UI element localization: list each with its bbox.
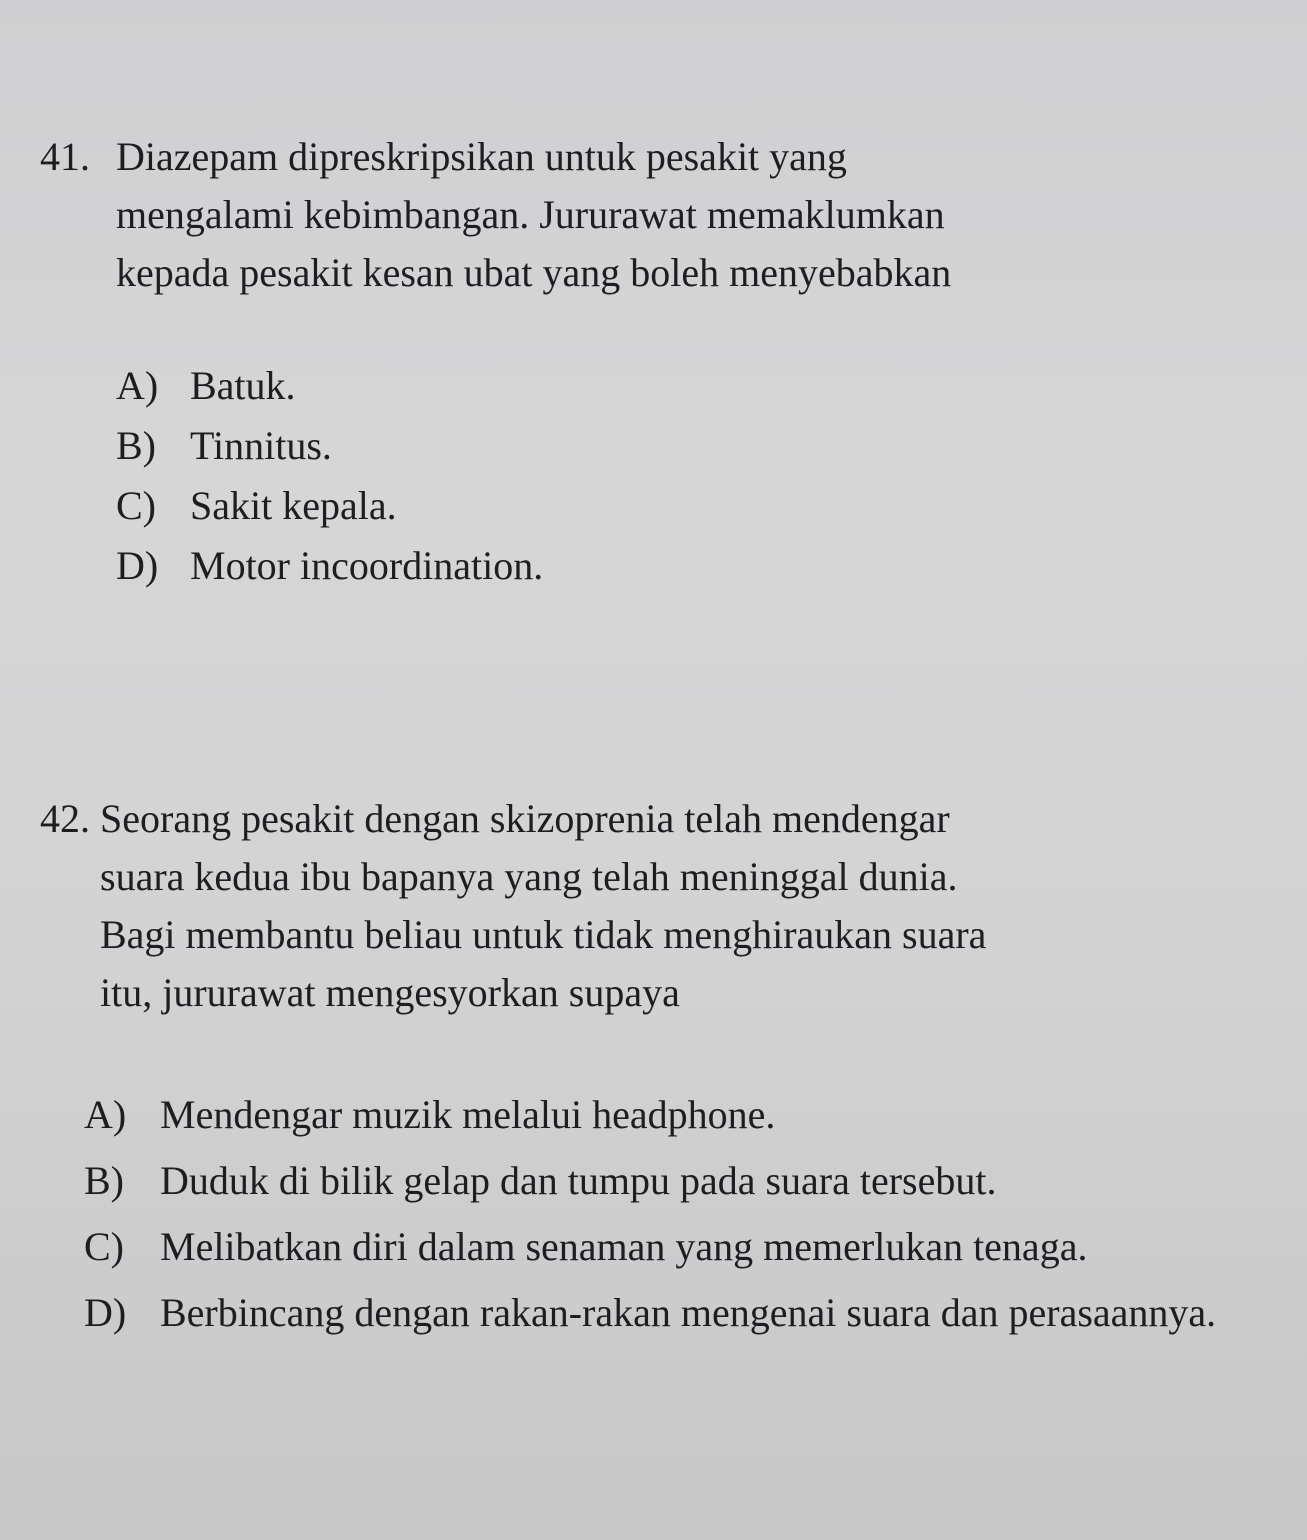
option-text: Berbincang dengan rakan-rakan mengenai suara dan perasaannya. [160, 1290, 1217, 1335]
option-b[interactable] [84, 1148, 1280, 1214]
option-letter: A) [116, 363, 159, 408]
option-text: Tinnitus. [190, 423, 332, 468]
option-letter: D) [84, 1290, 127, 1335]
options-list [116, 356, 1280, 596]
option-c[interactable] [116, 476, 1280, 536]
question-text: Seorang pesakit dengan skizoprenia telah mendengar suara kedua ibu bapanya yang telah meninggal dunia. Bagi membantu beliau untuk tidak menghiraukan suara itu, jururawat mengesyorkan supaya [100, 796, 987, 1015]
option-b[interactable] [116, 416, 1280, 476]
option-text: Mendengar muzik melalui headphone. [160, 1092, 776, 1137]
option-d[interactable] [84, 1280, 1280, 1346]
option-text: Sakit kepala. [190, 483, 397, 528]
options-list [84, 1082, 1280, 1346]
option-letter: D) [116, 543, 159, 588]
option-a[interactable] [116, 356, 1280, 416]
option-letter: C) [116, 483, 156, 528]
option-text: Duduk di bilik gelap dan tumpu pada suara tersebut. [160, 1158, 997, 1203]
option-letter: C) [84, 1224, 124, 1269]
option-letter: B) [116, 423, 156, 468]
question-41 [40, 128, 1280, 596]
question-number: 41. [40, 134, 90, 179]
option-c[interactable] [84, 1214, 1280, 1280]
question-stem [40, 790, 1280, 1022]
question-stem [40, 128, 1280, 302]
question-number: 42. [40, 796, 90, 841]
question-42 [40, 790, 1280, 1346]
option-letter: A) [84, 1092, 127, 1137]
option-d[interactable] [116, 536, 1280, 596]
option-a[interactable] [84, 1082, 1280, 1148]
option-text: Melibatkan diri dalam senaman yang memerlukan tenaga. [160, 1224, 1088, 1269]
option-text: Batuk. [190, 363, 296, 408]
question-text: Diazepam dipreskripsikan untuk pesakit yang mengalami kebimbangan. Jururawat memaklumkan kepada pesakit kesan ubat yang boleh menyebabkan [116, 134, 952, 295]
option-letter: B) [84, 1158, 124, 1203]
option-text: Motor incoordination. [190, 543, 544, 588]
